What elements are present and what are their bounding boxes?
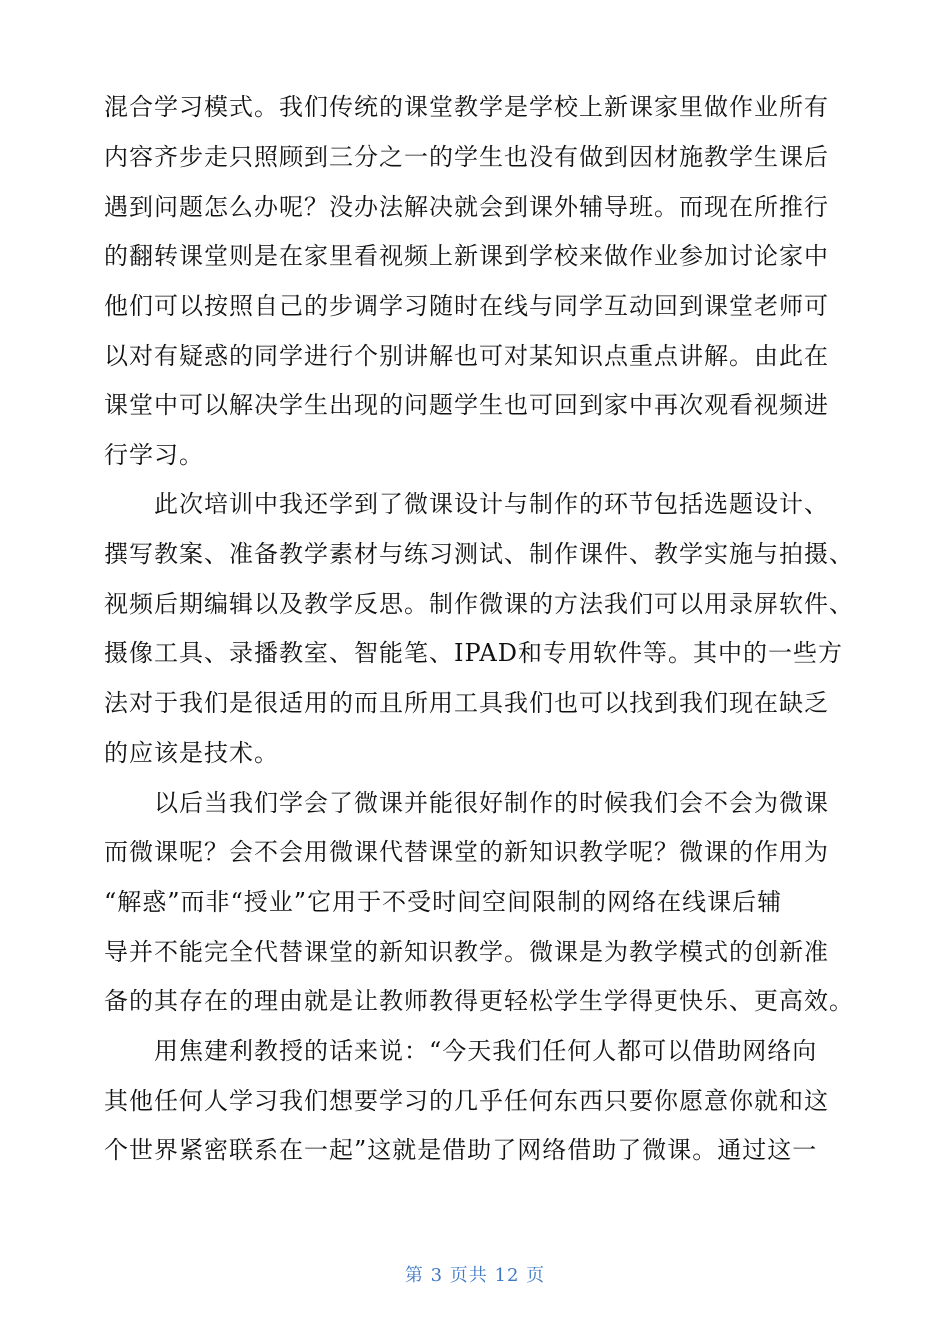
text-line: 而微课呢？会不会用微课代替课堂的新知识教学呢？微课的作用为 [104, 838, 829, 866]
text-line: 行学习。 [104, 441, 204, 469]
text-line: 视频后期编辑以及教学反思。制作微课的方法我们可以用录屏软件、 [104, 590, 854, 618]
text-line: 课堂中可以解决学生出现的问题学生也可回到家中再次观看视频进 [104, 391, 829, 419]
text-line: 的应该是技术。 [104, 739, 279, 767]
text-line: 备的其存在的理由就是让教师教得更轻松学生学得更快乐、更高效。 [104, 987, 854, 1015]
text-line: “解惑”而非“授业”它用于不受时间空间限制的网络在线课后辅 [104, 888, 783, 916]
text-line: 遇到问题怎么办呢？没办法解决就会到课外辅导班。而现在所推行 [104, 193, 829, 221]
text-line: 以后当我们学会了微课并能很好制作的时候我们会不会为微课 [104, 789, 829, 817]
text-line: 撰写教案、准备教学素材与练习测试、制作课件、教学实施与拍摄、 [104, 540, 854, 568]
text-line: 混合学习模式。我们传统的课堂教学是学校上新课家里做作业所有 [104, 93, 829, 121]
text-line: 个世界紧密联系在一起”这就是借助了网络借助了微课。通过这一 [104, 1136, 818, 1164]
text-line: 内容齐步走只照顾到三分之一的学生也没有做到因材施教学生课后 [104, 143, 829, 171]
page-footer: 第 3 页共 12 页 [404, 1265, 546, 1286]
text-line: 摄像工具、录播教室、智能笔、IPAD和专用软件等。其中的一些方 [104, 639, 843, 667]
text-line: 导并不能完全代替课堂的新知识教学。微课是为教学模式的创新准 [104, 938, 829, 966]
text-line: 的翻转课堂则是在家里看视频上新课到学校来做作业参加讨论家中 [104, 242, 829, 270]
text-line: 其他任何人学习我们想要学习的几乎任何东西只要你愿意你就和这 [104, 1087, 829, 1115]
text-line: 以对有疑惑的同学进行个别讲解也可对某知识点重点讲解。由此在 [104, 342, 829, 370]
text-line: 他们可以按照自己的步调学习随时在线与同学互动回到课堂老师可 [104, 292, 829, 320]
text-line: 用焦建利教授的话来说：“今天我们任何人都可以借助网络向 [104, 1037, 818, 1065]
text-line: 法对于我们是很适用的而且所用工具我们也可以找到我们现在缺乏 [104, 689, 829, 717]
text-line: 此次培训中我还学到了微课设计与制作的环节包括选题设计、 [104, 490, 829, 518]
